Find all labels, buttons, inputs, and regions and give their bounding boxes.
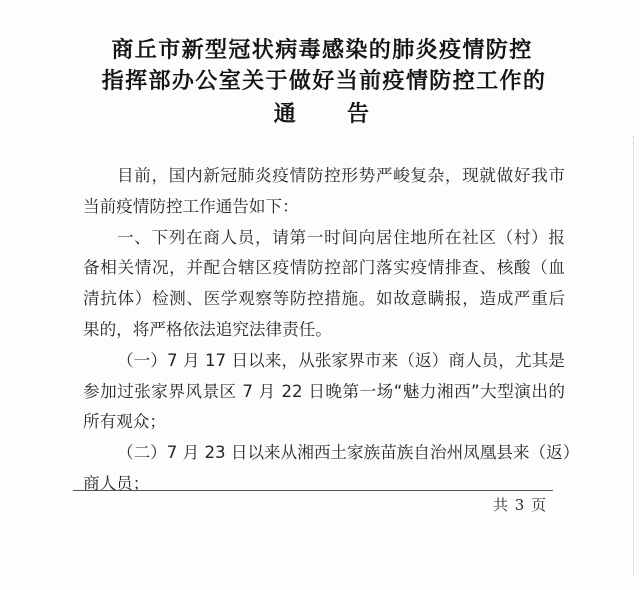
body-line: 备相关情况，并配合辖区疫情防控部门落实疫情排查、核酸（血 bbox=[83, 258, 565, 278]
footer-divider bbox=[73, 490, 553, 491]
document-heading bbox=[2, 97, 640, 128]
body-line: （一）7 月 17 日以来，从张家界市来（返）商人员，尤其是 bbox=[117, 350, 565, 370]
scan-edge-line bbox=[633, 136, 634, 576]
body-line: 果的，将严格依法追究法律责任。 bbox=[83, 319, 332, 339]
body-line: 目前，国内新冠肺炎疫情防控形势严峻复杂，现就做好我市 bbox=[117, 166, 565, 185]
body-line: 一、下列在商人员，请第一时间向居住地所在社区（村）报 bbox=[117, 227, 565, 247]
body-line: 所有观众； bbox=[83, 412, 166, 432]
heading-char-1: 通 bbox=[273, 101, 297, 127]
body-line: （二）7 月 23 日以来从湘西土家族苗族自治州凤凰县来（返） bbox=[117, 443, 580, 463]
document-title-line-2: 指挥部办公室关于做好当前疫情防控工作的 bbox=[101, 68, 547, 94]
document-title-line-1: 商丘市新型冠状病毒感染的肺炎疫情防控 bbox=[111, 37, 533, 63]
page-count: 共 3 页 bbox=[493, 496, 548, 514]
body-line: 商人员； bbox=[83, 473, 150, 493]
body-line: 参加过张家界风景区 7 月 22 日晚第一场“魅力湘西”大型演出的 bbox=[83, 381, 565, 401]
document-body bbox=[83, 161, 580, 500]
heading-char-2: 告 bbox=[347, 101, 371, 127]
body-line: 清抗体）检测、医学观察等防控措施。如故意瞒报，造成严重后 bbox=[83, 289, 565, 309]
body-line: 当前疫情防控工作通告如下： bbox=[83, 196, 299, 216]
